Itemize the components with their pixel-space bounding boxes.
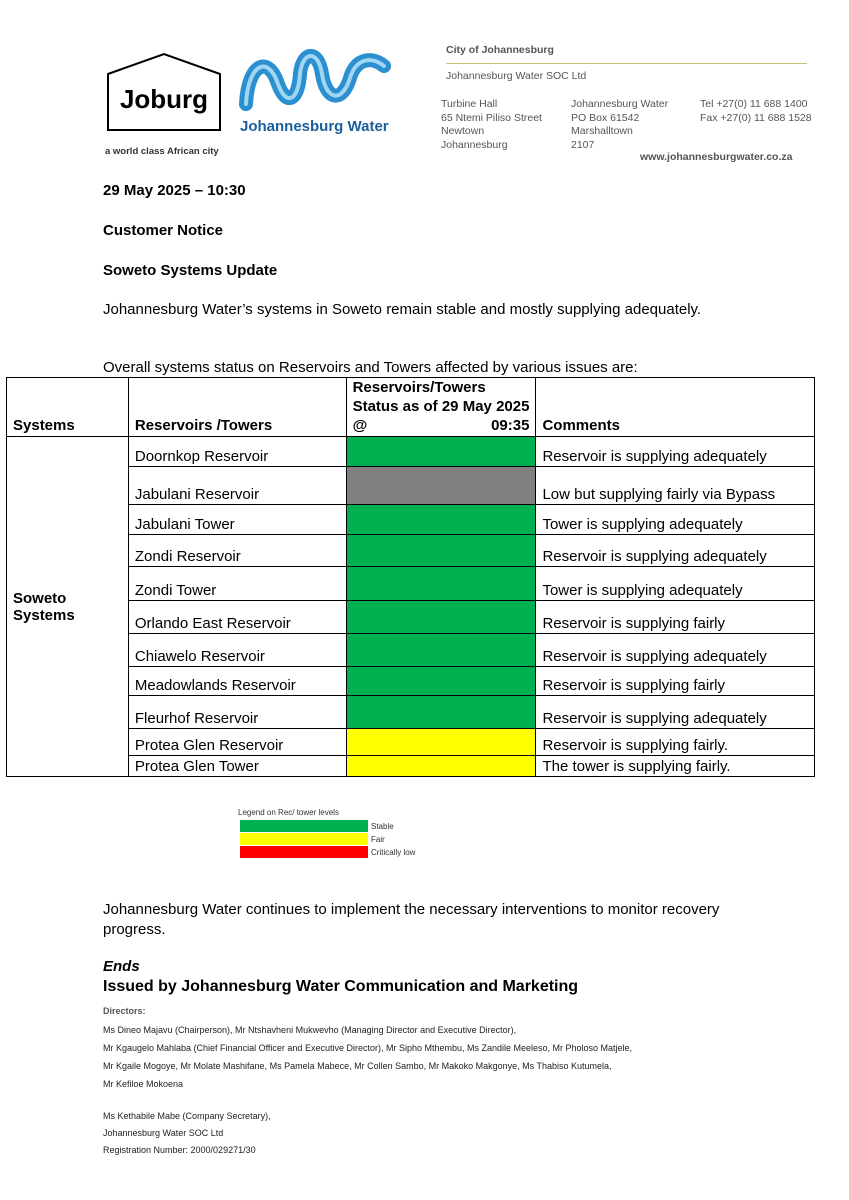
svg-text:Joburg: Joburg xyxy=(119,84,209,114)
legend-stable-swatch xyxy=(240,820,368,832)
legend xyxy=(238,808,438,863)
status-swatch xyxy=(346,756,536,777)
header-status: Reservoirs/Towers Status as of 29 May 2025 @ 09:35 xyxy=(346,378,536,437)
status-comment: Reservoir is supplying fairly xyxy=(536,667,815,696)
reservoir-name: Meadowlands Reservoir xyxy=(128,667,346,696)
legend-fair-label: Fair xyxy=(371,835,385,844)
reservoir-name: Zondi Tower xyxy=(128,567,346,601)
reservoir-name: Jabulani Reservoir xyxy=(128,467,346,505)
table-header-row xyxy=(7,378,815,437)
notice-type: Customer Notice xyxy=(103,222,224,239)
reservoir-name: Protea Glen Reservoir xyxy=(128,729,346,756)
notice-subject: Soweto Systems Update xyxy=(103,262,278,279)
system-name-cell: Soweto Systems xyxy=(7,437,129,777)
legend-critical-swatch xyxy=(240,846,368,858)
reservoir-name: Doornkop Reservoir xyxy=(128,437,346,467)
reservoir-name: Chiawelo Reservoir xyxy=(128,634,346,667)
notice-date: 29 May 2025 – 10:30 xyxy=(103,182,246,199)
status-swatch xyxy=(346,667,536,696)
table-row xyxy=(7,729,815,756)
joburg-tagline: a world class African city xyxy=(105,146,219,157)
header-reservoirs: Reservoirs /Towers xyxy=(128,378,346,437)
legend-critical-label: Critically low xyxy=(371,848,416,857)
status-comment: Reservoir is supplying fairly. xyxy=(536,729,815,756)
status-comment: Tower is supplying adequately xyxy=(536,505,815,535)
joburg-logo xyxy=(106,52,222,132)
company-name: Johannesburg Water SOC Ltd xyxy=(446,70,587,82)
status-comment: Reservoir is supplying adequately xyxy=(536,535,815,567)
status-comment: Reservoir is supplying fairly xyxy=(536,601,815,634)
header-divider xyxy=(446,63,807,64)
legend-title: Legend on Rec/ tower levels xyxy=(238,808,339,817)
table-row xyxy=(7,567,815,601)
legend-stable-label: Stable xyxy=(371,822,394,831)
status-comment: Reservoir is supplying adequately xyxy=(536,437,815,467)
table-row xyxy=(7,535,815,567)
contact-numbers: Tel +27(0) 11 688 1400 Fax +27(0) 11 688 1528 xyxy=(700,98,812,124)
table-row xyxy=(7,505,815,535)
ends-label: Ends xyxy=(103,958,140,975)
website-link[interactable]: www.johannesburgwater.co.za xyxy=(640,151,793,163)
table-row xyxy=(7,467,815,505)
status-comment: Reservoir is supplying adequately xyxy=(536,696,815,729)
status-swatch xyxy=(346,601,536,634)
status-swatch xyxy=(346,467,536,505)
status-table xyxy=(6,377,815,777)
status-swatch xyxy=(346,505,536,535)
status-swatch xyxy=(346,634,536,667)
directors-title: Directors: xyxy=(103,1006,146,1016)
status-swatch xyxy=(346,437,536,467)
legend-fair-swatch xyxy=(240,833,368,845)
johannesburg-water-wordmark: Johannesburg Water xyxy=(240,118,389,135)
status-comment: Low but supplying fairly via Bypass xyxy=(536,467,815,505)
status-swatch xyxy=(346,696,536,729)
directors-list: Ms Dineo Majavu (Chairperson), Mr Ntshavheni Mukwevho (Managing Director and Executive Director), Mr Kgaugelo Mahlaba (Chief Financial Officer and Executive Director), Mr Sipho Mthembu, Ms Zandile Meeleso, Mr Pholoso Matjele, Mr Kgaile Mogoye, Mr Molate Mashifane, Ms Pamela Mabece, Mr Collen Sambo, Mr Makoko Makgonye, Ms Thabiso Kutumela, Mr Kefiloe Mokoena xyxy=(103,1025,633,1089)
company-secretary: Ms Kethabile Mabe (Company Secretary), Johannesburg Water SOC Ltd Registration Number: 2000/029271/30 xyxy=(103,1111,271,1155)
reservoir-name: Orlando East Reservoir xyxy=(128,601,346,634)
closing-paragraph: Johannesburg Water continues to implement the necessary interventions to monitor recovery progress. xyxy=(103,901,720,938)
table-row xyxy=(7,696,815,729)
table-row xyxy=(7,667,815,696)
table-row xyxy=(7,437,815,467)
status-swatch xyxy=(346,535,536,567)
table-row xyxy=(7,634,815,667)
reservoir-name: Fleurhof Reservoir xyxy=(128,696,346,729)
org-name: City of Johannesburg xyxy=(446,44,554,56)
table-row xyxy=(7,756,815,777)
reservoir-name: Jabulani Tower xyxy=(128,505,346,535)
status-comment: Reservoir is supplying adequately xyxy=(536,634,815,667)
issued-by: Issued by Johannesburg Water Communication and Marketing xyxy=(103,978,579,995)
status-swatch xyxy=(346,567,536,601)
overall-status-text: Overall systems status on Reservoirs and Towers affected by various issues are: xyxy=(103,359,638,376)
intro-paragraph: Johannesburg Water’s systems in Soweto remain stable and mostly supplying adequately. xyxy=(103,301,702,318)
header-systems: Systems xyxy=(7,378,129,437)
header-comments: Comments xyxy=(536,378,815,437)
status-comment: The tower is supplying fairly. xyxy=(536,756,815,777)
table-row xyxy=(7,601,815,634)
status-comment: Tower is supplying adequately xyxy=(536,567,815,601)
physical-address: Turbine Hall 65 Ntemi Piliso Street Newtown Johannesburg xyxy=(441,98,542,151)
status-swatch xyxy=(346,729,536,756)
reservoir-name: Zondi Reservoir xyxy=(128,535,346,567)
postal-address: Johannesburg Water PO Box 61542 Marshalltown 2107 xyxy=(571,98,669,151)
reservoir-name: Protea Glen Tower xyxy=(128,756,346,777)
